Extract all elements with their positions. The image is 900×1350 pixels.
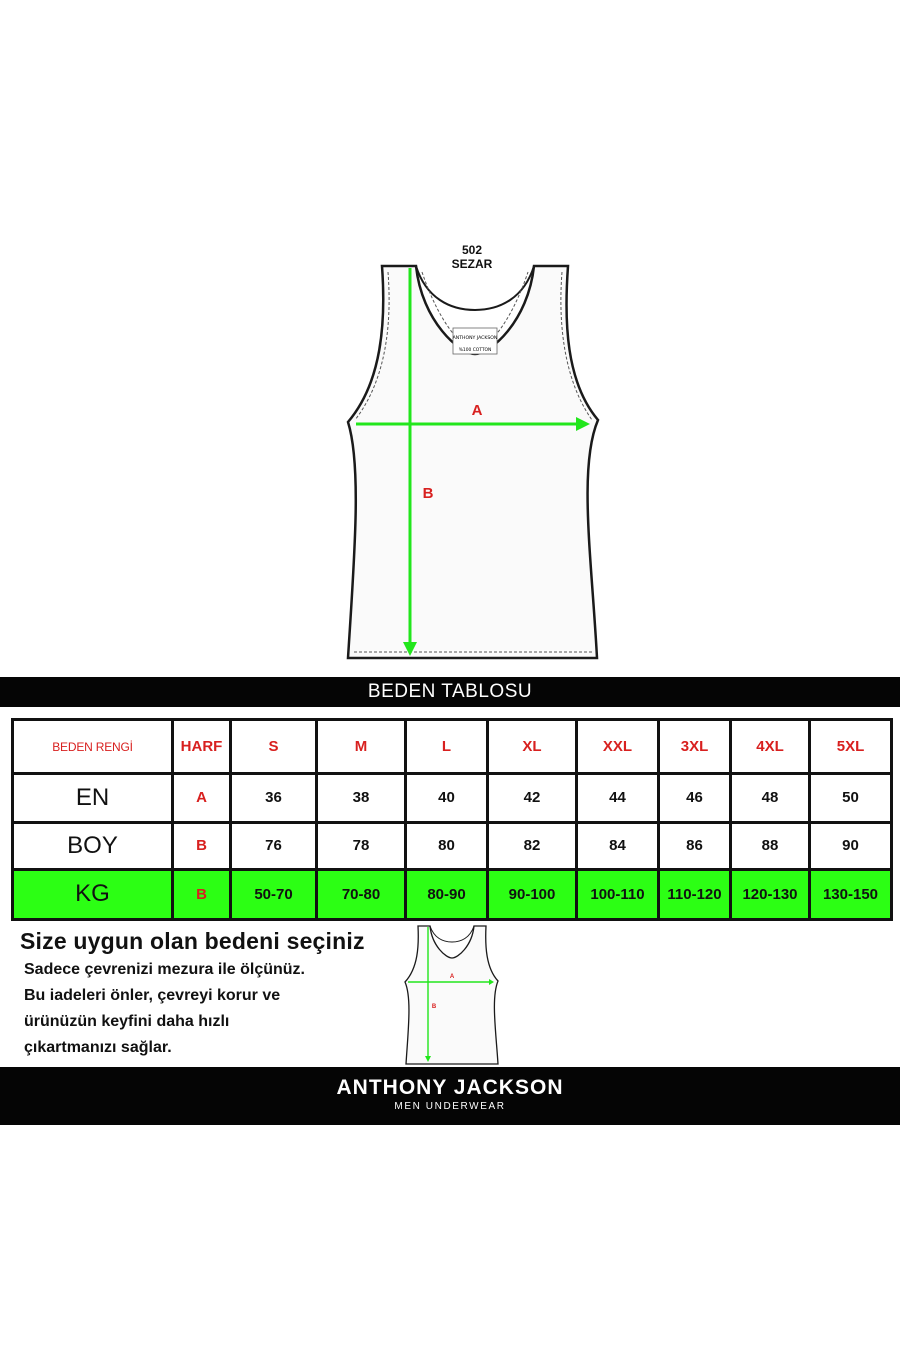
table-cell: 38 [317, 774, 406, 822]
table-cell: 46 [659, 774, 731, 822]
row-letter: A [173, 774, 231, 822]
label-b: B [422, 485, 434, 502]
header-cell: M [317, 720, 406, 774]
label-b: B [431, 1004, 437, 1010]
brand-tagline: MEN UNDERWEAR [394, 1101, 506, 1112]
table-cell: 90 [810, 822, 892, 869]
header-cell: 3XL [659, 720, 731, 774]
header-cell: 4XL [731, 720, 810, 774]
footer [0, 1067, 900, 1125]
table-row-highlight [13, 869, 892, 919]
row-letter: B [173, 822, 231, 869]
header-cell: S [231, 720, 317, 774]
table-cell: 80 [406, 822, 488, 869]
header-cell: XXL [577, 720, 659, 774]
header-cell: L [406, 720, 488, 774]
table-cell: 84 [577, 822, 659, 869]
header-cell: HARF [173, 720, 231, 774]
label-a: A [449, 974, 455, 980]
table-cell: 130-150 [810, 869, 892, 919]
table-cell: 88 [731, 822, 810, 869]
table-cell: 120-130 [731, 869, 810, 919]
table-cell: 70-80 [317, 869, 406, 919]
model-code: 502 [461, 243, 483, 257]
hint-line: ürünüzün keyfini daha hızlı [24, 1013, 230, 1030]
table-header-row [13, 720, 892, 774]
table-cell: 82 [488, 822, 577, 869]
table-cell: 110-120 [659, 869, 731, 919]
header-cell: XL [488, 720, 577, 774]
table-cell: 42 [488, 774, 577, 822]
table-cell: 36 [231, 774, 317, 822]
header-cell: 5XL [810, 720, 892, 774]
hint-line: Sadece çevrenizi mezura ile ölçünüz. [24, 961, 305, 978]
table-cell: 86 [659, 822, 731, 869]
table-row [13, 822, 892, 869]
hint-line: çıkartmanızı sağlar. [24, 1039, 172, 1056]
table-cell: 48 [731, 774, 810, 822]
tank-top-icon [402, 924, 502, 1066]
size-table [11, 718, 893, 921]
hint-title: Size uygun olan bedeni seçiniz [20, 928, 365, 954]
model-name: SEZAR [451, 257, 493, 271]
brand-logo: ANTHONY JACKSON [336, 1076, 564, 1099]
size-chart-banner: BEDEN TABLOSU [0, 677, 900, 707]
table-cell: 78 [317, 822, 406, 869]
label-a: A [471, 402, 483, 419]
table-cell: 90-100 [488, 869, 577, 919]
row-label: EN [13, 774, 173, 822]
table-cell: 76 [231, 822, 317, 869]
row-label: KG [13, 869, 173, 919]
table-cell: 100-110 [577, 869, 659, 919]
table-cell: 50-70 [231, 869, 317, 919]
table-row [13, 774, 892, 822]
table-cell: 44 [577, 774, 659, 822]
label-brand: ANTHONY JACKSON [452, 336, 498, 341]
label-fabric: %100 COTTON [458, 348, 492, 353]
header-cell: BEDEN RENGİ [13, 720, 173, 774]
table-cell: 80-90 [406, 869, 488, 919]
table-cell: 50 [810, 774, 892, 822]
tank-top-icon [340, 262, 610, 662]
table-cell: 40 [406, 774, 488, 822]
hint-line: Bu iadeleri önler, çevreyi korur ve [24, 987, 281, 1004]
row-letter: B [173, 869, 231, 919]
row-label: BOY [13, 822, 173, 869]
